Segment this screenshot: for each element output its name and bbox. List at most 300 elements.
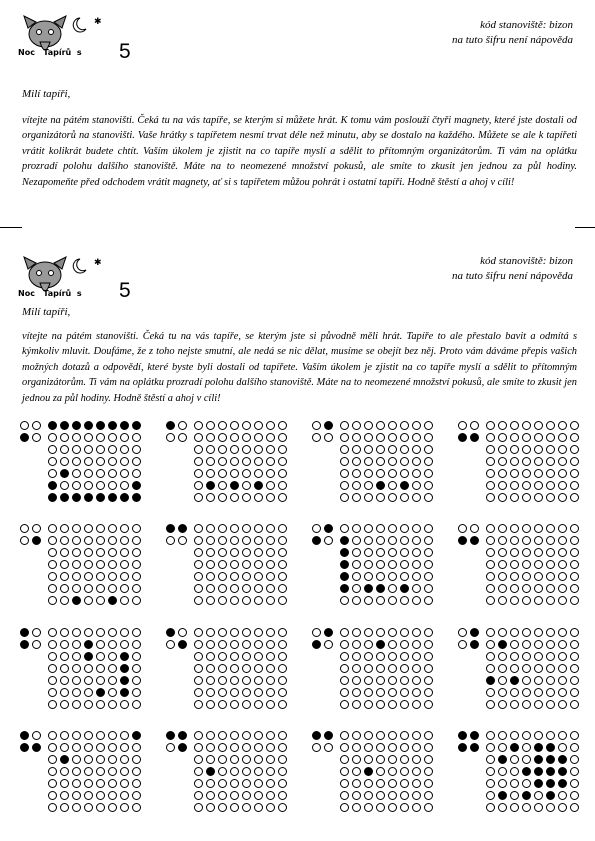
grid-dot xyxy=(376,755,385,764)
grid-dot xyxy=(242,791,251,800)
grid-dot xyxy=(412,640,421,649)
grid-dot xyxy=(218,743,227,752)
grid-dot xyxy=(72,652,81,661)
grid-dot xyxy=(218,457,227,466)
grid-dot xyxy=(486,457,495,466)
grid-dot xyxy=(218,524,227,533)
grid-dot xyxy=(230,767,239,776)
grid-dot xyxy=(546,572,555,581)
grid-dot xyxy=(108,524,117,533)
grid-dot xyxy=(120,524,129,533)
grid-dot xyxy=(242,688,251,697)
grid-dot xyxy=(424,791,433,800)
grid-dot xyxy=(230,481,239,490)
grid-dot xyxy=(510,688,519,697)
grid-dot xyxy=(486,493,495,502)
grid-dot xyxy=(278,560,287,569)
grid-dot xyxy=(510,767,519,776)
grid-dot xyxy=(218,676,227,685)
grid-dot xyxy=(84,536,93,545)
grid-dot xyxy=(84,421,93,430)
grid-dot xyxy=(194,652,203,661)
grid-dot xyxy=(364,676,373,685)
grid-dot xyxy=(96,755,105,764)
grid-dot xyxy=(218,584,227,593)
grid-dot xyxy=(570,493,579,502)
grid-dot xyxy=(60,700,69,709)
grid-dot xyxy=(498,433,507,442)
grid-dot xyxy=(218,421,227,430)
grid-dot xyxy=(120,676,129,685)
grid-dot xyxy=(84,779,93,788)
grid-dot xyxy=(522,493,531,502)
grid-dot xyxy=(364,548,373,557)
grid-dot xyxy=(376,688,385,697)
grid-dot xyxy=(424,664,433,673)
grid-dot xyxy=(352,596,361,605)
grid-dot xyxy=(424,628,433,637)
grid-dot xyxy=(194,700,203,709)
grid-dot xyxy=(60,743,69,752)
grid-dot xyxy=(206,731,215,740)
grid-dot xyxy=(254,767,263,776)
grid-dot xyxy=(364,779,373,788)
grid-dot xyxy=(120,743,129,752)
grid-dot xyxy=(412,731,421,740)
grid-dot xyxy=(266,445,275,454)
grid-dot xyxy=(206,640,215,649)
grid-dot xyxy=(570,572,579,581)
grid-dot xyxy=(254,688,263,697)
grid-dot xyxy=(510,421,519,430)
grid-dot xyxy=(352,457,361,466)
key-dot xyxy=(178,536,187,545)
grid-dot xyxy=(278,572,287,581)
grid-dot xyxy=(364,640,373,649)
grid-dot xyxy=(266,628,275,637)
grid-dot xyxy=(60,572,69,581)
grid-dot xyxy=(388,652,397,661)
grid-dot xyxy=(340,493,349,502)
grid-dot xyxy=(400,640,409,649)
grid-dot xyxy=(376,457,385,466)
key-dot xyxy=(166,743,175,752)
grid-dot xyxy=(570,700,579,709)
grid-dot xyxy=(352,628,361,637)
grid-dot xyxy=(352,743,361,752)
grid-dot xyxy=(498,445,507,454)
grid-dot xyxy=(278,755,287,764)
svg-text:✱: ✱ xyxy=(94,17,102,27)
grid-dot xyxy=(558,743,567,752)
grid-dot xyxy=(96,457,105,466)
grid-dot xyxy=(510,433,519,442)
grid-dot xyxy=(108,676,117,685)
grid-dot xyxy=(412,469,421,478)
grid-dot xyxy=(108,628,117,637)
grid-dot xyxy=(400,524,409,533)
grid-dot xyxy=(132,779,141,788)
grid-dot xyxy=(60,584,69,593)
grid-dot xyxy=(498,628,507,637)
grid-dot xyxy=(510,536,519,545)
key-dot xyxy=(312,421,321,430)
key-dot xyxy=(324,421,333,430)
grid-dot xyxy=(558,664,567,673)
grid-dot xyxy=(352,664,361,673)
grid-dot xyxy=(424,700,433,709)
grid-dot xyxy=(266,560,275,569)
grid-dot xyxy=(522,457,531,466)
grid-dot xyxy=(486,791,495,800)
grid-dot xyxy=(218,596,227,605)
grid-dot xyxy=(340,755,349,764)
grid-dot xyxy=(510,664,519,673)
grid-dot xyxy=(558,628,567,637)
grid-dot xyxy=(254,596,263,605)
grid-dot xyxy=(364,767,373,776)
grid-dot xyxy=(534,688,543,697)
grid-dot xyxy=(60,640,69,649)
grid-dot xyxy=(400,536,409,545)
grid-dot xyxy=(522,536,531,545)
grid-dot xyxy=(412,688,421,697)
grid-dot xyxy=(546,548,555,557)
grid-dot xyxy=(96,700,105,709)
grid-dot xyxy=(412,652,421,661)
grid-dot xyxy=(218,779,227,788)
grid-dot xyxy=(546,584,555,593)
grid-dot xyxy=(60,596,69,605)
grid-dot xyxy=(120,652,129,661)
grid-dot xyxy=(558,779,567,788)
grid-dot xyxy=(84,688,93,697)
grid-dot xyxy=(72,524,81,533)
grid-dot xyxy=(194,676,203,685)
grid-dot xyxy=(120,596,129,605)
grid-dot xyxy=(266,457,275,466)
grid-dot xyxy=(206,421,215,430)
grid-dot xyxy=(498,640,507,649)
grid-dot xyxy=(96,493,105,502)
grid-dot xyxy=(108,791,117,800)
key-dot xyxy=(458,640,467,649)
grid-dot xyxy=(522,700,531,709)
grid-dot xyxy=(266,791,275,800)
grid-dot xyxy=(96,743,105,752)
grid-dot xyxy=(570,664,579,673)
grid-dot xyxy=(194,640,203,649)
key-dot xyxy=(20,433,29,442)
grid-dot xyxy=(218,731,227,740)
grid-dot xyxy=(498,596,507,605)
key-dot xyxy=(20,731,29,740)
grid-dot xyxy=(72,700,81,709)
grid-dot xyxy=(254,536,263,545)
grid-dot xyxy=(364,572,373,581)
grid-dot xyxy=(242,628,251,637)
grid-dot xyxy=(558,445,567,454)
grid-dot xyxy=(352,481,361,490)
grid-dot xyxy=(498,536,507,545)
grid-dot xyxy=(96,664,105,673)
grid-dot xyxy=(108,755,117,764)
grid-dot xyxy=(412,536,421,545)
grid-dot xyxy=(194,445,203,454)
svg-text:✱: ✱ xyxy=(94,258,102,268)
grid-dot xyxy=(400,433,409,442)
grid-dot xyxy=(132,421,141,430)
grid-dot xyxy=(522,755,531,764)
key-dot xyxy=(312,524,321,533)
grid-dot xyxy=(400,572,409,581)
grid-dot xyxy=(570,743,579,752)
grid-dot xyxy=(72,731,81,740)
grid-dot xyxy=(108,536,117,545)
grid-dot xyxy=(84,791,93,800)
grid-dot xyxy=(84,584,93,593)
grid-dot xyxy=(72,481,81,490)
grid-dot xyxy=(206,493,215,502)
grid-dot xyxy=(132,803,141,812)
grid-dot xyxy=(400,791,409,800)
grid-dot xyxy=(400,676,409,685)
grid-dot xyxy=(72,560,81,569)
grid-dot xyxy=(412,755,421,764)
grid-dot xyxy=(230,421,239,430)
key-dot xyxy=(458,743,467,752)
grid-dot xyxy=(352,584,361,593)
logo-text: Noc Tapírů s xyxy=(18,48,82,57)
grid-dot xyxy=(546,676,555,685)
grid-dot xyxy=(340,779,349,788)
grid-dot xyxy=(48,743,57,752)
grid-dot xyxy=(510,445,519,454)
grid-dot xyxy=(84,755,93,764)
grid-dot xyxy=(352,548,361,557)
key-dot xyxy=(324,640,333,649)
grid-dot xyxy=(498,457,507,466)
greeting: Milí tapíři, xyxy=(22,306,71,318)
grid-dot xyxy=(558,572,567,581)
grid-dot xyxy=(486,652,495,661)
grid-dot xyxy=(60,755,69,764)
grid-dot xyxy=(534,767,543,776)
grid-dot xyxy=(266,584,275,593)
grid-dot xyxy=(84,469,93,478)
grid-dot xyxy=(558,536,567,545)
grid-dot xyxy=(120,560,129,569)
grid-dot xyxy=(522,767,531,776)
grid-dot xyxy=(254,548,263,557)
grid-dot xyxy=(278,524,287,533)
key-dot xyxy=(324,536,333,545)
grid-dot xyxy=(242,779,251,788)
grid-dot xyxy=(486,445,495,454)
grid-dot xyxy=(412,524,421,533)
grid-dot xyxy=(278,743,287,752)
grid-dot xyxy=(254,560,263,569)
key-dot xyxy=(32,421,41,430)
grid-dot xyxy=(60,536,69,545)
grid-dot xyxy=(96,560,105,569)
grid-dot xyxy=(96,596,105,605)
grid-dot xyxy=(254,457,263,466)
grid-dot xyxy=(340,548,349,557)
grid-dot xyxy=(206,560,215,569)
key-dot xyxy=(470,628,479,637)
grid-dot xyxy=(522,640,531,649)
grid-dot xyxy=(364,584,373,593)
grid-dot xyxy=(352,755,361,764)
grid-dot xyxy=(558,767,567,776)
grid-dot xyxy=(120,731,129,740)
grid-dot xyxy=(230,433,239,442)
key-dot xyxy=(458,433,467,442)
grid-dot xyxy=(534,640,543,649)
key-dot xyxy=(312,433,321,442)
grid-dot xyxy=(546,791,555,800)
grid-dot xyxy=(534,791,543,800)
grid-dot xyxy=(388,791,397,800)
grid-dot xyxy=(48,779,57,788)
grid-dot xyxy=(242,652,251,661)
grid-dot xyxy=(242,524,251,533)
grid-dot xyxy=(266,743,275,752)
grid-dot xyxy=(400,596,409,605)
station-number: 5 xyxy=(119,279,131,302)
grid-dot xyxy=(242,731,251,740)
grid-dot xyxy=(558,493,567,502)
grid-dot xyxy=(352,767,361,776)
key-dot xyxy=(32,628,41,637)
grid-dot xyxy=(108,640,117,649)
grid-dot xyxy=(120,572,129,581)
grid-dot xyxy=(510,596,519,605)
grid-dot xyxy=(96,767,105,776)
grid-dot xyxy=(194,755,203,764)
grid-dot xyxy=(412,676,421,685)
grid-dot xyxy=(230,791,239,800)
grid-dot xyxy=(510,584,519,593)
grid-dot xyxy=(254,493,263,502)
grid-dot xyxy=(570,755,579,764)
code-line: kód stanoviště: bizon xyxy=(480,19,573,31)
grid-dot xyxy=(60,524,69,533)
grid-dot xyxy=(132,481,141,490)
grid-dot xyxy=(570,652,579,661)
grid-dot xyxy=(278,628,287,637)
grid-dot xyxy=(498,560,507,569)
grid-dot xyxy=(254,469,263,478)
grid-dot xyxy=(400,421,409,430)
grid-dot xyxy=(108,572,117,581)
grid-dot xyxy=(108,445,117,454)
grid-dot xyxy=(48,664,57,673)
grid-dot xyxy=(546,524,555,533)
grid-dot xyxy=(84,731,93,740)
grid-dot xyxy=(340,676,349,685)
grid-dot xyxy=(278,664,287,673)
grid-dot xyxy=(364,755,373,764)
grid-dot xyxy=(486,628,495,637)
grid-dot xyxy=(254,524,263,533)
grid-dot xyxy=(254,700,263,709)
key-dot xyxy=(32,536,41,545)
grid-dot xyxy=(546,700,555,709)
grid-dot xyxy=(266,481,275,490)
grid-dot xyxy=(340,652,349,661)
grid-dot xyxy=(230,731,239,740)
key-dot xyxy=(324,743,333,752)
grid-dot xyxy=(546,688,555,697)
grid-dot xyxy=(486,767,495,776)
grid-dot xyxy=(388,676,397,685)
grid-dot xyxy=(510,548,519,557)
grid-dot xyxy=(206,457,215,466)
grid-dot xyxy=(194,584,203,593)
grid-dot xyxy=(510,640,519,649)
grid-dot xyxy=(412,481,421,490)
grid-dot xyxy=(266,664,275,673)
grid-dot xyxy=(546,779,555,788)
grid-dot xyxy=(510,628,519,637)
grid-dot xyxy=(278,469,287,478)
grid-dot xyxy=(510,572,519,581)
grid-dot xyxy=(534,779,543,788)
grid-dot xyxy=(352,640,361,649)
grid-dot xyxy=(96,584,105,593)
grid-dot xyxy=(570,560,579,569)
grid-dot xyxy=(546,628,555,637)
grid-dot xyxy=(412,628,421,637)
grid-dot xyxy=(510,779,519,788)
grid-dot xyxy=(72,433,81,442)
grid-dot xyxy=(400,445,409,454)
grid-dot xyxy=(60,688,69,697)
grid-dot xyxy=(96,524,105,533)
grid-dot xyxy=(48,457,57,466)
grid-dot xyxy=(254,572,263,581)
grid-dot xyxy=(96,640,105,649)
grid-dot xyxy=(132,548,141,557)
grid-dot xyxy=(486,548,495,557)
grid-dot xyxy=(96,421,105,430)
grid-dot xyxy=(376,700,385,709)
grid-dot xyxy=(522,433,531,442)
grid-dot xyxy=(96,572,105,581)
grid-dot xyxy=(96,469,105,478)
grid-dot xyxy=(242,445,251,454)
grid-dot xyxy=(340,536,349,545)
grid-dot xyxy=(558,457,567,466)
grid-dot xyxy=(218,560,227,569)
grid-dot xyxy=(388,524,397,533)
grid-dot xyxy=(278,767,287,776)
grid-dot xyxy=(242,596,251,605)
grid-dot xyxy=(376,628,385,637)
grid-dot xyxy=(84,445,93,454)
grid-dot xyxy=(230,779,239,788)
grid-dot xyxy=(522,743,531,752)
grid-dot xyxy=(412,767,421,776)
grid-dot xyxy=(376,767,385,776)
grid-dot xyxy=(376,652,385,661)
grid-dot xyxy=(400,548,409,557)
grid-dot xyxy=(72,640,81,649)
grid-dot xyxy=(376,536,385,545)
grid-dot xyxy=(278,803,287,812)
